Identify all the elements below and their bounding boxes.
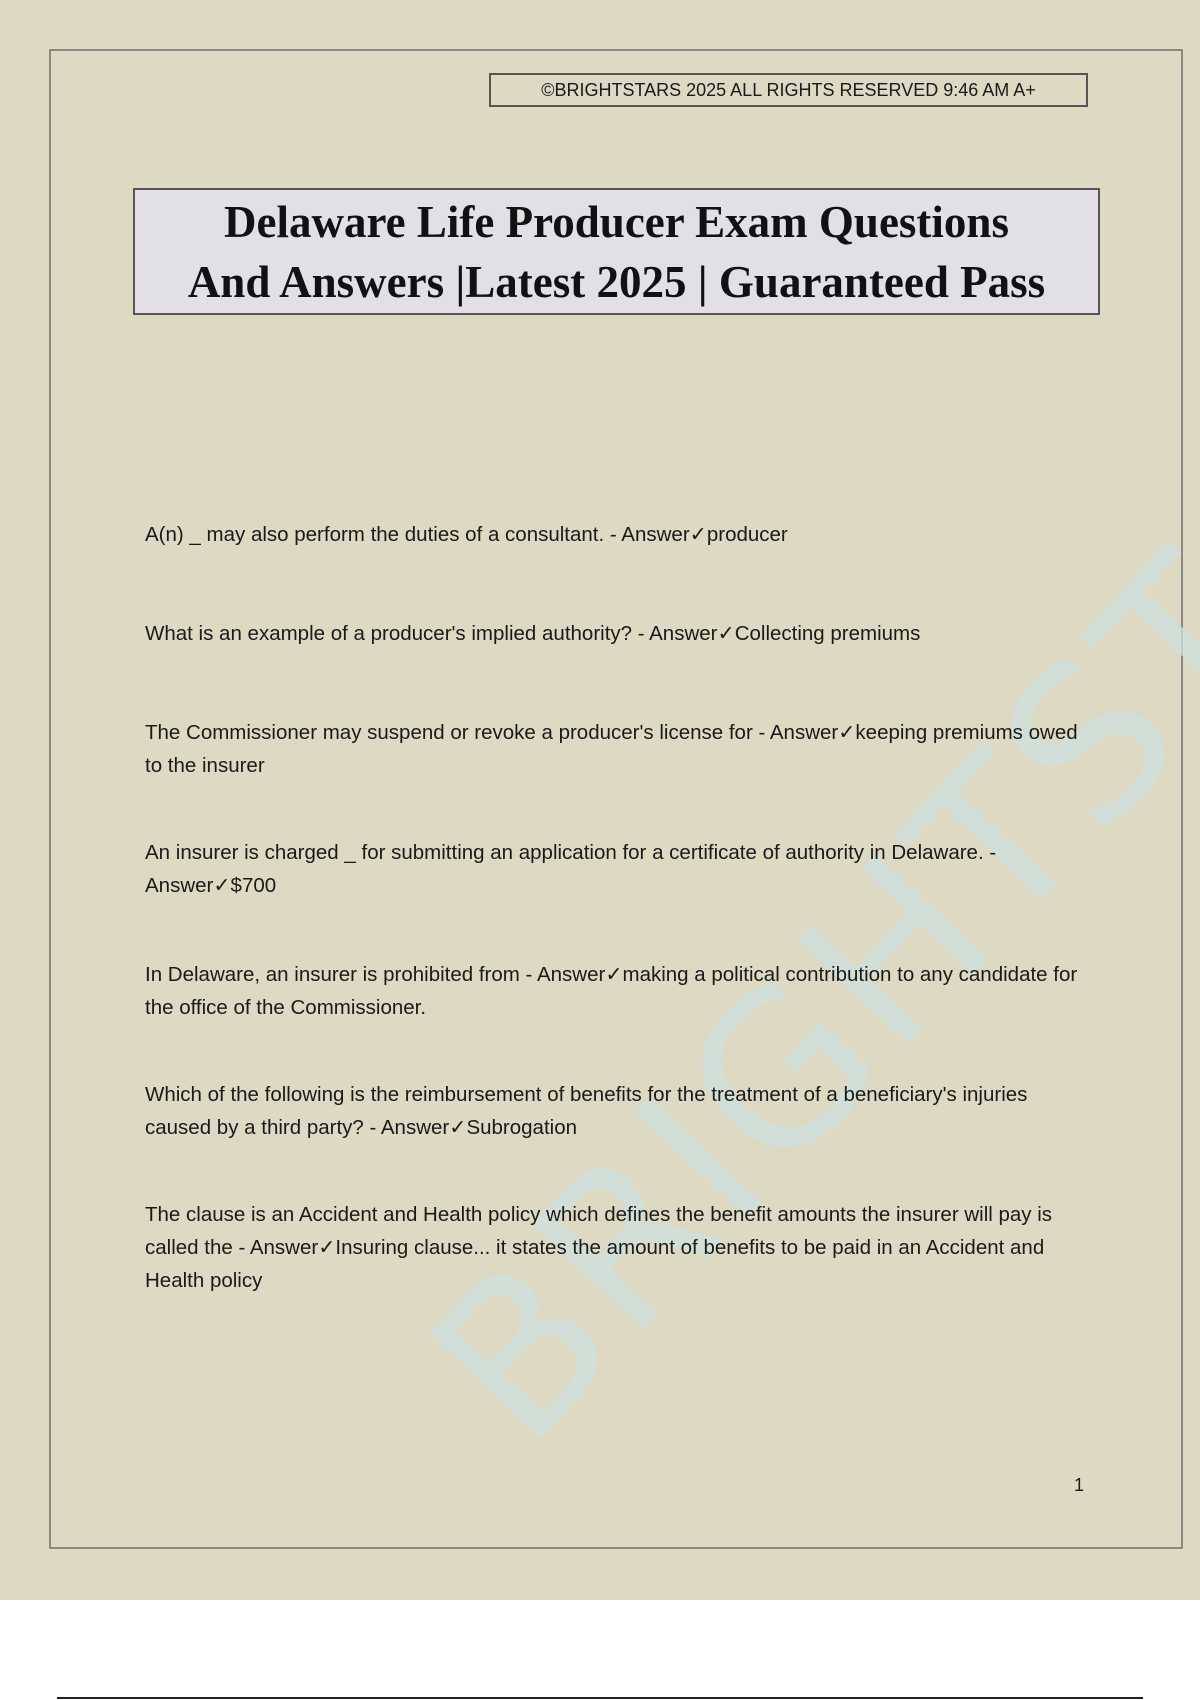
qa-item — [145, 716, 1090, 782]
answer-text: Subrogation — [466, 1116, 577, 1139]
checkmark-icon: ✓ — [838, 721, 856, 744]
qa-item — [145, 617, 1090, 650]
answer-text: $700 — [230, 874, 277, 897]
checkmark-icon: ✓ — [449, 1116, 467, 1139]
question-text: In Delaware, an insurer is prohibited from - Answer — [145, 963, 606, 986]
title-line-2: And Answers |Latest 2025 | Guaranteed Pass — [187, 256, 1046, 307]
qa-list — [145, 518, 1090, 1297]
answer-text: keeping premiums owed to the insurer — [145, 721, 1078, 777]
title-line-1: Delaware Life Producer Exam Questions — [224, 196, 1009, 247]
checkmark-icon: ✓ — [318, 1236, 336, 1259]
title-box — [133, 188, 1100, 315]
qa-item — [145, 836, 1090, 902]
question-text: An insurer is charged _ for submitting an application for a certificate of authority in Delaware. - Answer — [145, 841, 997, 897]
checkmark-icon: ✓ — [717, 622, 735, 645]
qa-item — [145, 958, 1090, 1024]
copyright-header: ©BRIGHTSTARS 2025 ALL RIGHTS RESERVED 9:46 AM A+ — [489, 73, 1088, 107]
answer-text: producer — [706, 523, 788, 546]
qa-item — [145, 1078, 1090, 1144]
checkmark-icon: ✓ — [213, 874, 231, 897]
question-text: What is an example of a producer's implied authority? - Answer — [145, 622, 718, 645]
question-text: The Commissioner may suspend or revoke a producer's license for - Answer — [145, 721, 839, 744]
page-number: 1 — [1074, 1475, 1085, 1495]
bottom-divider — [57, 1697, 1143, 1699]
answer-text: Insuring clause... it states the amount of benefits to be paid in an Accident and Health policy — [145, 1236, 1045, 1292]
qa-item — [145, 1198, 1090, 1297]
checkmark-icon: ✓ — [689, 523, 707, 546]
answer-text: Collecting premiums — [734, 622, 921, 645]
checkmark-icon: ✓ — [605, 963, 623, 986]
question-text: The clause is an Accident and Health policy which defines the benefit amounts the insurer will pay is called the - Answer — [145, 1203, 1053, 1259]
qa-item — [145, 518, 1090, 551]
answer-text: making a political contribution to any candidate for the office of the Commissioner. — [145, 963, 1078, 1019]
question-text: A(n) _ may also perform the duties of a consultant. - Answer — [145, 523, 690, 546]
question-text: Which of the following is the reimbursement of benefits for the treatment of a beneficiary's injuries caused by a third party? - Answer — [145, 1083, 1028, 1139]
